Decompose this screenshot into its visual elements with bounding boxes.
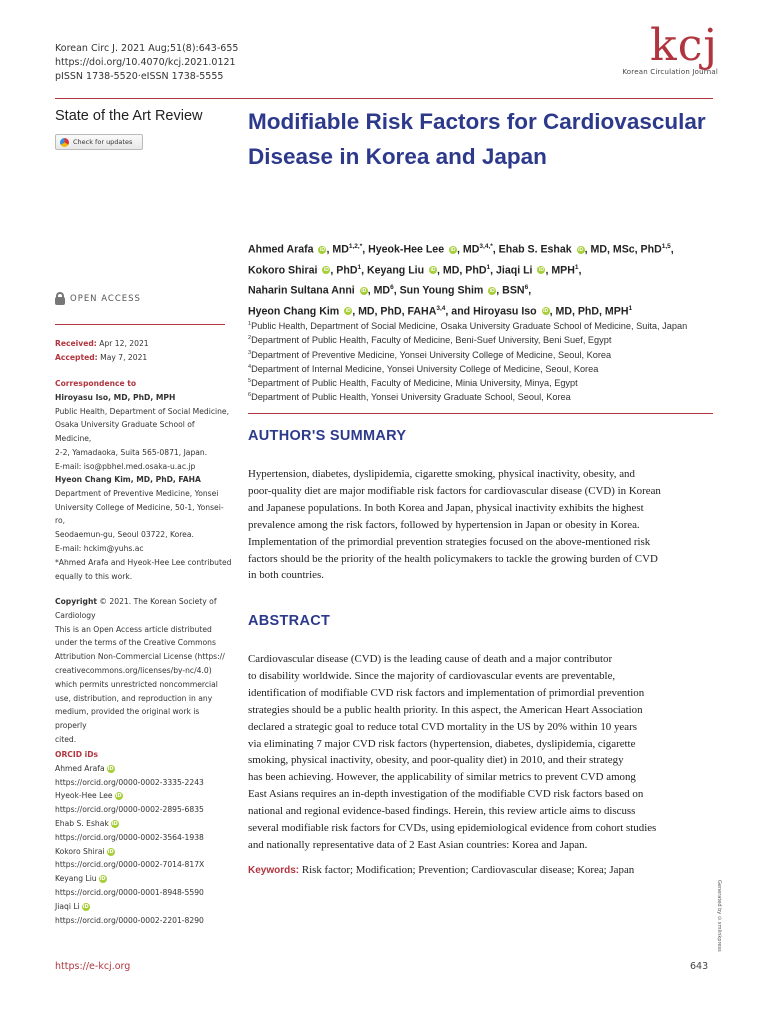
orcid-heading: ORCID iDs <box>55 750 99 759</box>
corr2-line: Seodaemun-gu, Seoul 03722, Korea. <box>55 530 194 540</box>
summary-heading: AUTHOR'S SUMMARY <box>248 428 407 444</box>
article-title: Modifiable Risk Factors for Cardiovascular Disease in Korea and Japan <box>248 109 706 169</box>
accepted-date: May 7, 2021 <box>100 352 148 362</box>
affiliation-text: Department of Preventive Medicine, Yonsei University College of Medicine, Seoul, Korea <box>251 349 612 360</box>
author-separator: , <box>361 264 367 277</box>
author-name: Hyeok-Hee Lee <box>368 243 448 256</box>
check-updates-button[interactable] <box>55 134 143 150</box>
right-divider <box>248 413 713 414</box>
author-separator: , <box>362 243 369 256</box>
abstract-line: and nationally representative data of 2 East Asian countries: Korea and Japan. <box>248 838 588 851</box>
orcid-name: Kokoro Shirai <box>55 846 105 856</box>
orcid-icon: iD <box>99 876 106 883</box>
author-separator: , <box>490 264 496 277</box>
affiliation-text: Public Health, Department of Social Medicine, Osaka University Graduate School of Medicine, Suita, Japan <box>251 321 688 332</box>
author-affiliation-ref: 3,4 <box>436 304 446 312</box>
affiliation-number: 5 <box>248 378 252 385</box>
copyright-line: which permits unrestricted noncommercial <box>55 679 218 689</box>
orcid-icon[interactable]: iD <box>361 287 367 294</box>
copyright-line: Attribution Non-Commercial License (https:// <box>55 652 225 662</box>
author-line <box>248 238 718 259</box>
corr1-name: Hiroyasu Iso, MD, PhD, MPH <box>55 392 176 402</box>
author-name: Kokoro Shirai <box>248 264 321 277</box>
check-updates-label: Check for updates <box>73 138 133 146</box>
received-label: Received: <box>55 339 97 348</box>
author-degree: , MD, PhD <box>437 264 487 277</box>
orcid-url[interactable]: https://orcid.org/0000-0002-3335-2243 <box>55 777 204 787</box>
header-divider <box>55 98 713 99</box>
abstract-line: declared a strategic goal to reduce total CVD mortality in the US by 20% within 10 years <box>248 720 637 733</box>
author-separator: , <box>393 284 400 297</box>
orcid-block <box>55 748 233 927</box>
author-name: Ahmed Arafa <box>248 243 317 256</box>
author-affiliation-ref: 1,2,* <box>348 243 363 250</box>
received-date: Apr 12, 2021 <box>99 339 149 348</box>
citation-doi[interactable]: https://doi.org/10.4070/kcj.2021.0121 <box>55 57 236 68</box>
abstract-line: Cardiovascular disease (CVD) is the leading cause of death and a major contributor <box>248 653 613 665</box>
author-separator: , <box>670 243 674 256</box>
affiliation-number: 6 <box>248 392 252 399</box>
affiliation-text: Department of Public Health, Yonsei University Graduate School, Seoul, Korea <box>251 392 571 403</box>
author-list <box>248 238 718 320</box>
author-name: Jiaqi Li <box>496 264 536 277</box>
summary-line: and Japanese populations. In both Korea and Japan, physical inactivity exhibits the highest <box>248 501 644 514</box>
author-name: Keyang Liu <box>367 264 428 277</box>
affiliation-number: 4 <box>248 363 252 370</box>
affiliation-text: Department of Internal Medicine, Yonsei University College of Medicine, Seoul, Korea <box>251 363 599 374</box>
corr1-line: 2-2, Yamadaoka, Suita 565-0871, Japan. <box>55 447 208 457</box>
citation-issn: pISSN 1738-5520·eISSN 1738-5555 <box>55 71 224 82</box>
orcid-entry <box>55 762 233 776</box>
orcid-name: Keyang Liu <box>55 874 97 884</box>
citation-block <box>55 42 238 84</box>
orcid-icon[interactable]: iD <box>323 267 329 274</box>
affiliation-item <box>248 332 718 346</box>
author-separator: , <box>492 243 499 256</box>
affiliation-text: Department of Public Health, Faculty of Medicine, Beni-Suef University, Beni Suef, Egypt <box>251 335 612 346</box>
author-affiliation-ref: 6 <box>524 284 529 292</box>
affiliation-item <box>248 375 718 389</box>
contrib-line: equally to this work. <box>55 571 133 581</box>
copyright-line: Cardiology <box>55 610 96 620</box>
author-affiliation-ref: 1 <box>628 304 633 312</box>
author-name: and Hiroyasu Iso <box>451 305 540 318</box>
copyright-line: creativecommons.org/licenses/by-nc/4.0) <box>55 665 212 675</box>
orcid-entry <box>55 872 233 886</box>
orcid-name: Ehab S. Eshak <box>55 818 109 828</box>
abstract-line: strategies should be a public health priority. In this aspect, the American Heart Association <box>248 703 643 716</box>
summary-line: poor-quality diet are major modifiable risk factors for cardiovascular disease (CVD) in Korean <box>248 484 661 497</box>
author-degree: , MD <box>326 243 349 256</box>
author-separator: , <box>528 284 532 297</box>
orcid-url[interactable]: https://orcid.org/0000-0002-2201-8290 <box>55 915 204 925</box>
orcid-icon[interactable]: iD <box>345 308 351 315</box>
orcid-url[interactable]: https://orcid.org/0000-0001-8948-5590 <box>55 887 204 897</box>
copyright-line: under the terms of the Creative Commons <box>55 638 216 648</box>
author-separator: , <box>578 264 582 277</box>
abstract-line: national and regional evidence-based findings. Herein, this review article aims to discuss <box>248 805 636 818</box>
keywords-label: Keywords: <box>248 865 300 876</box>
author-degree: , BSN <box>496 284 525 297</box>
correspondence-heading: Correspondence to <box>55 379 137 388</box>
affiliation-item <box>248 347 718 361</box>
affiliation-item <box>248 389 718 403</box>
affiliation-number: 3 <box>248 349 252 356</box>
author-degree: , MD <box>367 284 391 297</box>
author-affiliation-ref: 3,4,* <box>479 243 493 250</box>
summary-line: Hypertension, diabetes, dyslipidemia, cigarette smoking, physical inactivity, obesity, and <box>248 468 635 480</box>
orcid-icon[interactable]: iD <box>489 287 495 294</box>
abstract-line: East Asians requires an in-depth investigation of the modifiable CVD risk factors based on <box>248 788 644 801</box>
author-degree: , MD, PhD, MPH <box>549 305 629 318</box>
correspondence2-block <box>55 473 233 556</box>
abstract-line: several modifiable risk factors for CVDs, using epidemiological evidence from cohort studies <box>248 822 657 835</box>
orcid-url[interactable]: https://orcid.org/0000-0002-2895-6835 <box>55 805 204 815</box>
generator-stamp: Generated by ⊙ xmlinkpress <box>716 880 722 952</box>
orcid-icon: iD <box>107 765 114 772</box>
orcid-entry <box>55 900 233 914</box>
orcid-entry <box>55 789 233 803</box>
copyright-line: use, distribution, and reproduction in any <box>55 693 213 703</box>
copyright-line: This is an Open Access article distributed <box>55 624 212 634</box>
affiliation-number: 2 <box>248 335 252 342</box>
copyright-line: © 2021. The Korean Society of <box>99 597 217 606</box>
author-line <box>248 279 718 300</box>
copyright-label: Copyright <box>55 597 97 606</box>
summary-text <box>248 466 718 584</box>
accepted-label: Accepted: <box>55 352 98 362</box>
orcid-icon: iD <box>82 903 89 910</box>
corr1-line: Osaka University Graduate School of Medicine, <box>55 420 195 444</box>
journal-url-link[interactable]: https://e-kcj.org <box>55 961 131 972</box>
affiliation-number: 1 <box>248 321 252 327</box>
orcid-icon[interactable]: iD <box>538 267 544 274</box>
corr2-line: University College of Medicine, 50-1, Yonsei-ro, <box>55 502 224 526</box>
author-affiliation-ref: 1 <box>486 263 491 271</box>
summary-line: Implementation of the primordial prevention strategies focused on the above-mentioned risk <box>248 535 651 548</box>
orcid-name: Hyeok-Hee Lee <box>55 791 113 801</box>
orcid-icon: iD <box>115 793 122 800</box>
author-degree: , MD <box>457 243 480 256</box>
orcid-url[interactable]: https://orcid.org/0000-0002-7014-817X <box>55 860 205 870</box>
abstract-text <box>248 651 718 854</box>
orcid-icon[interactable]: iD <box>543 308 549 315</box>
orcid-icon: iD <box>107 848 114 855</box>
logo-subtitle: Korean Circulation Journal <box>622 68 718 76</box>
contribution-note <box>55 556 233 584</box>
author-affiliation-ref: 1,5 <box>661 243 671 250</box>
orcid-icon[interactable]: iD <box>578 246 584 253</box>
orcid-url[interactable]: https://orcid.org/0000-0002-3564-1938 <box>55 832 204 842</box>
contrib-line: *Ahmed Arafa and Hyeok-Hee Lee contributed <box>55 558 232 567</box>
author-name: Hyeon Chang Kim <box>248 305 343 318</box>
orcid-name: Jiaqi Li <box>55 901 80 911</box>
summary-line: prevalence among the risk factors, followed by hypertension in Japan or obesity in Korea. <box>248 518 640 531</box>
affiliation-list <box>248 318 718 404</box>
orcid-icon[interactable]: iD <box>319 246 325 253</box>
affiliation-item <box>248 318 718 332</box>
copyright-line: medium, provided the original work is properly <box>55 707 200 731</box>
orcid-entry <box>55 817 233 831</box>
left-divider <box>55 324 225 325</box>
keywords-text: Risk factor; Modification; Prevention; Cardiovascular disease; Korea; Japan <box>301 864 635 876</box>
author-line <box>248 259 718 280</box>
journal-logo <box>588 22 718 76</box>
affiliation-item <box>248 361 718 375</box>
orcid-icon: iD <box>111 820 118 827</box>
abstract-heading: ABSTRACT <box>248 613 331 629</box>
affiliation-text: Department of Public Health, Faculty of Medicine, Minia University, Minya, Egypt <box>251 378 578 389</box>
open-access-badge <box>55 292 141 305</box>
abstract-line: via eliminating 7 major CVD risk factors (hypertension, diabetes, dyslipidemia, cigarette <box>248 737 636 750</box>
author-name: Sun Young Shim <box>399 284 487 297</box>
copyright-line: cited. <box>55 734 77 744</box>
orcid-icon[interactable]: iD <box>450 246 456 253</box>
author-name: Naharin Sultana Anni <box>248 284 358 297</box>
orcid-entry <box>55 845 233 859</box>
article-type: State of the Art Review <box>55 108 203 124</box>
abstract-line: has been achieving. However, the applicability of similar metrics to prevent CVD among <box>248 771 636 784</box>
corr2-name: Hyeon Chang Kim, MD, PhD, FAHA <box>55 475 201 484</box>
abstract-line: identification of modifiable CVD risk factors and implementation of primordial prevention <box>248 686 645 699</box>
abstract-line: to disability worldwide. Since the majority of cardiovascular events are preventable, <box>248 669 616 682</box>
open-lock-icon <box>55 292 65 305</box>
orcid-name: Ahmed Arafa <box>55 763 105 773</box>
author-name: Ehab S. Eshak <box>498 243 575 256</box>
author-affiliation-ref: 1 <box>357 263 362 271</box>
orcid-icon[interactable]: iD <box>430 267 436 274</box>
author-separator: , <box>445 305 452 318</box>
summary-line: factors should be the priority of the health policymakers to tackle the growing burden of CVD <box>248 552 658 565</box>
abstract-line: smoking, physical inactivity, obesity, and poor-quality diet) in 2010, and their strategy <box>248 754 624 767</box>
page-number: 643 <box>690 961 709 972</box>
citation-journal: Korean Circ J. 2021 Aug;51(8):643-655 <box>55 43 239 54</box>
logo-mark: kcj <box>650 20 718 71</box>
open-access-label: OPEN ACCESS <box>70 293 141 304</box>
corr2-line: Department of Preventive Medicine, Yonsei <box>55 488 219 498</box>
author-degree: , MD, MSc, PhD <box>584 243 662 256</box>
author-degree: , MPH <box>545 264 575 277</box>
author-degree: , MD, PhD, FAHA <box>352 305 437 318</box>
correspondence-block <box>55 377 233 474</box>
author-affiliation-ref: 1 <box>574 263 579 271</box>
copyright-block <box>55 595 233 747</box>
crossmark-icon <box>60 138 69 147</box>
keywords-block <box>248 864 718 876</box>
corr2-email[interactable]: E-mail: hckim@yuhs.ac <box>55 543 144 553</box>
summary-line: in both countries. <box>248 569 324 582</box>
author-affiliation-ref: 6 <box>390 284 394 292</box>
author-degree: , PhD <box>330 264 358 277</box>
dates-block <box>55 337 233 365</box>
corr1-email[interactable]: E-mail: iso@pbhel.med.osaka-u.ac.jp <box>55 461 196 471</box>
corr1-line: Public Health, Department of Social Medicine, <box>55 406 230 416</box>
